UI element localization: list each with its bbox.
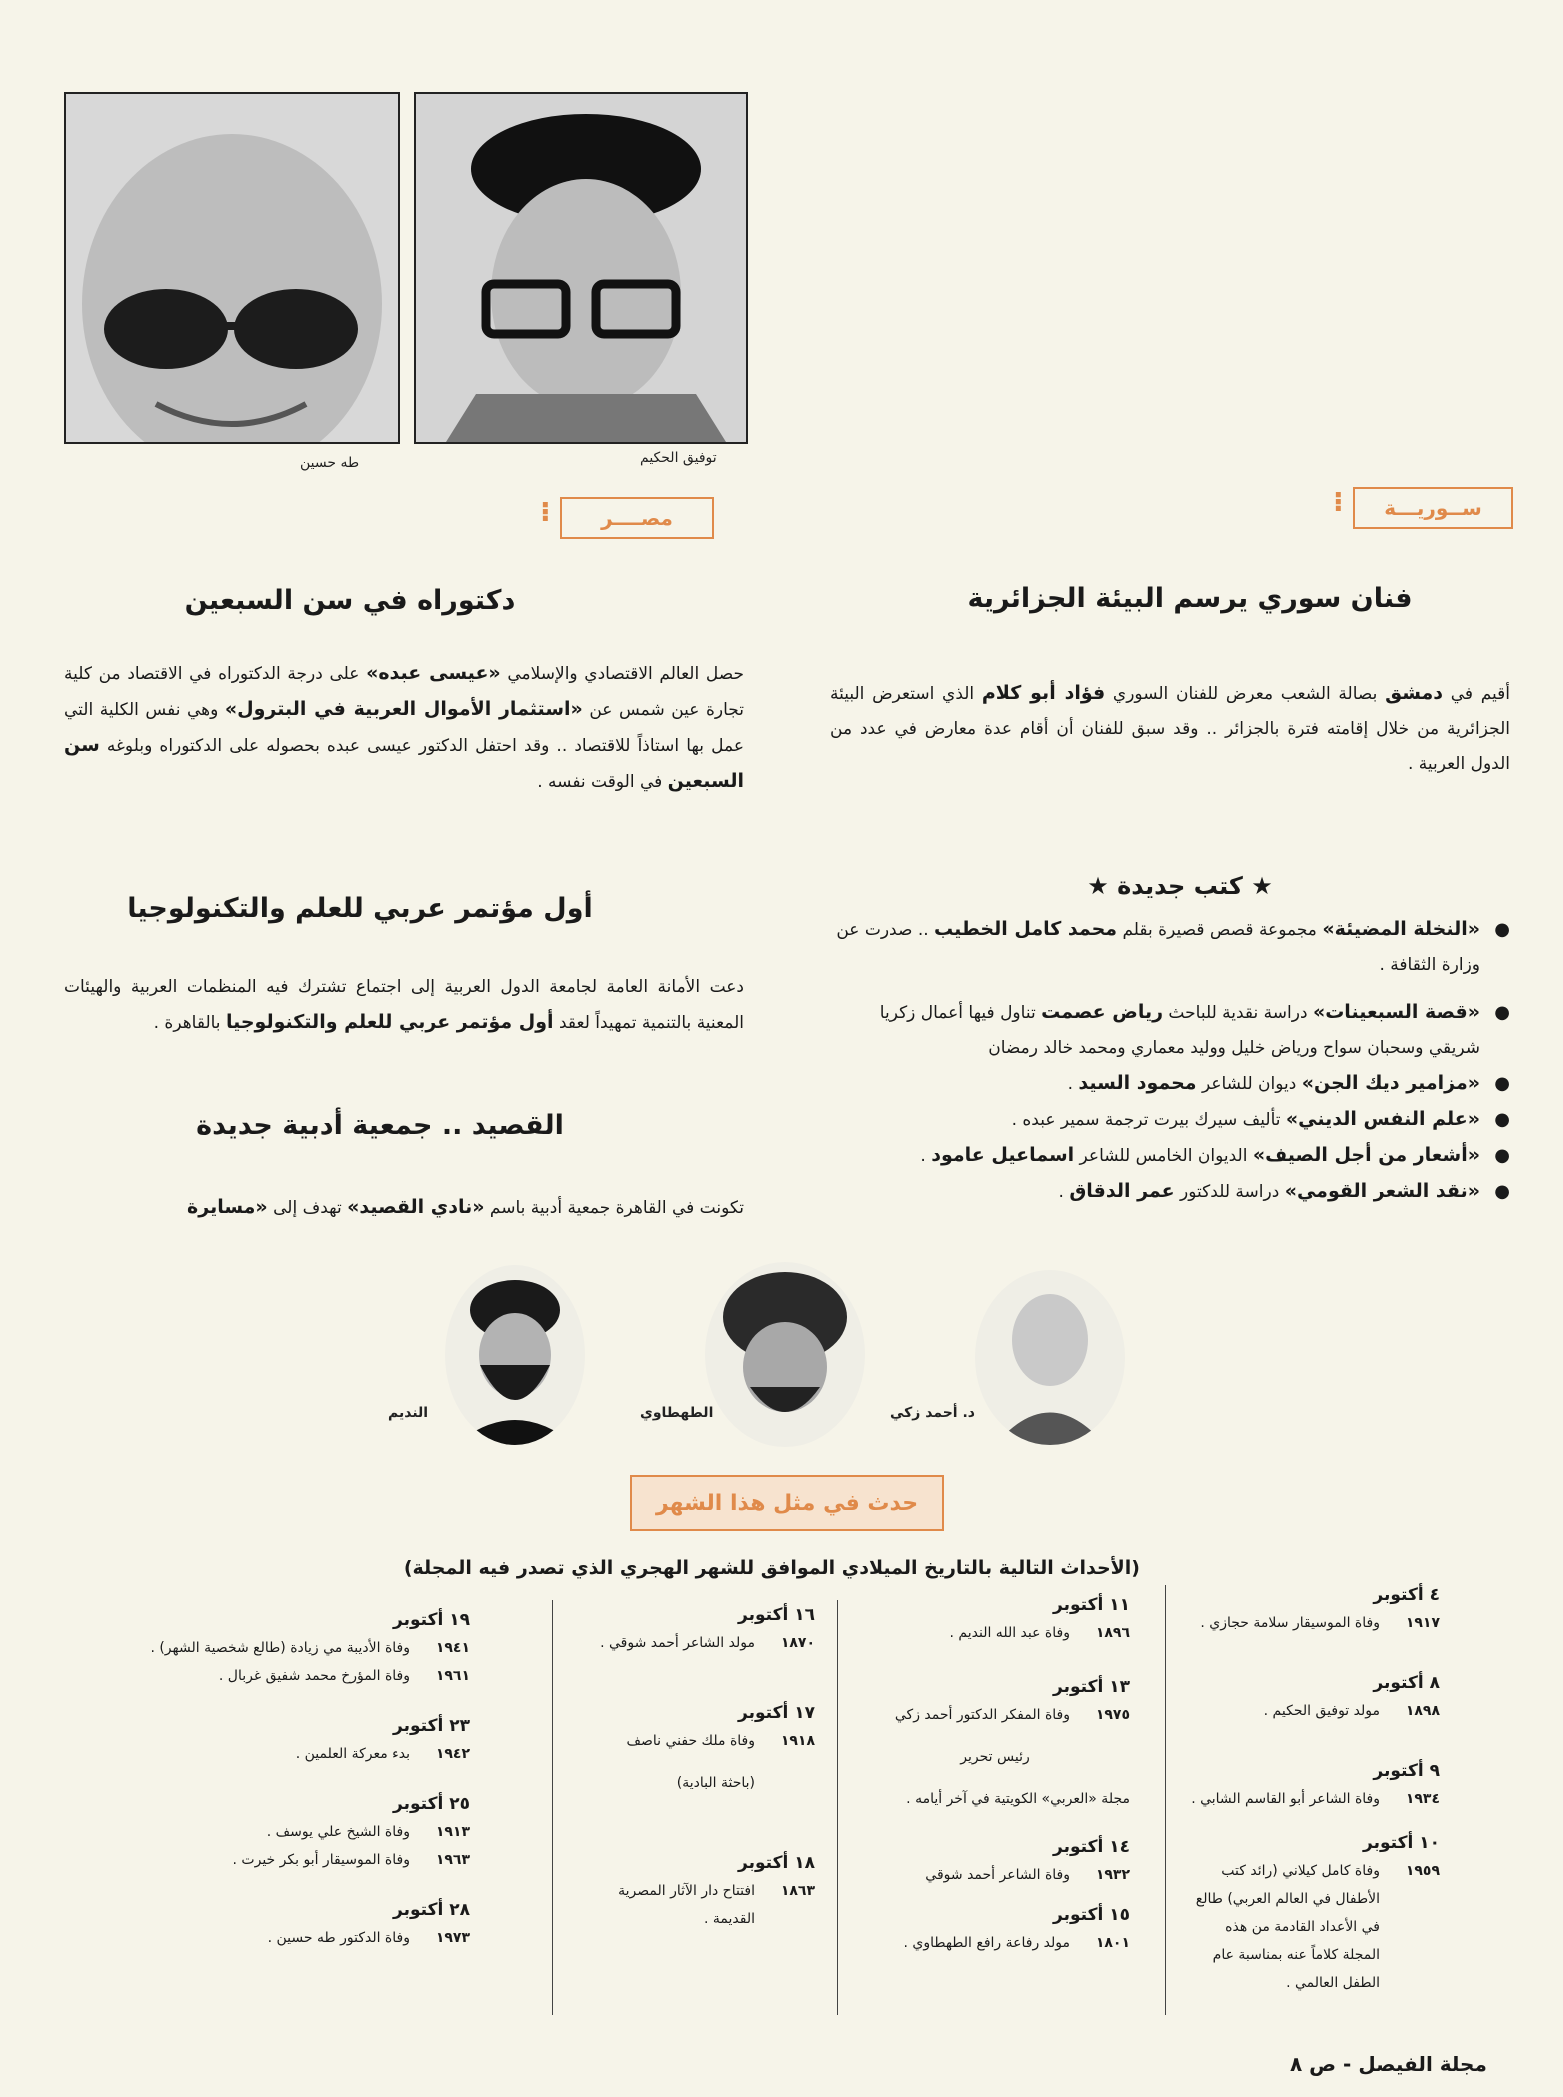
event-year: ١٩٦١	[435, 1668, 470, 1684]
event-text: وفاة الشيخ علي يوسف .	[266, 1824, 410, 1840]
portrait-ahmad-zaki	[975, 1270, 1125, 1445]
events-column-4	[100, 1610, 470, 1952]
text: تناول فيها أعمال زكريا شريقي وسحبان سواح ورياض خليل ووليد معماري ومحمد خالد رمضان	[879, 1003, 1480, 1058]
event-date: ٢٣ أكتوبر	[393, 1716, 470, 1736]
photo-tawfiq-al-hakim	[414, 92, 748, 444]
caption-nadim: النديم	[388, 1405, 429, 1421]
event-year: ١٨٩٨	[1405, 1703, 1440, 1719]
text: تأليف سيرك بيرت ترجمة سمير عبده .	[1011, 1110, 1286, 1130]
event-row	[100, 1818, 470, 1846]
event-text: وفاة المؤرخ محمد شفيق غربال .	[218, 1668, 410, 1684]
book-author: عمر الدقاق	[1069, 1180, 1175, 1202]
events-column-1	[1190, 1585, 1440, 1997]
event-text: وفاة الشاعر أحمد شوقي	[925, 1867, 1070, 1883]
text-bold: «عيسى عبده»	[366, 662, 501, 684]
event-date: ١٦ أكتوبر	[738, 1605, 815, 1625]
event-date: ١٧ أكتوبر	[738, 1703, 815, 1723]
event-year: ١٩٦٣	[435, 1852, 470, 1868]
egypt-paragraph-conference	[64, 970, 744, 1041]
events-column-2	[860, 1595, 1130, 1957]
event-year: ١٨٧٠	[780, 1635, 815, 1651]
event-row	[575, 1629, 815, 1657]
text: الذي استعرض البيئة الجزائرية من خلال إقامته فترة بالجزائر .. وقد سبق للفنان أن أقام عدة معارض في عدد من الدول العربية .	[830, 684, 1510, 774]
event-row	[100, 1740, 470, 1768]
caption-tawfiq-al-hakim: توفيق الحكيم	[640, 450, 717, 466]
event-text: افتتاح دار الآثار المصرية القديمة .	[618, 1883, 755, 1927]
event-text: بدء معركة العلمين .	[295, 1746, 410, 1762]
text: الديوان الخامس للشاعر	[1074, 1146, 1253, 1166]
event-text: وفاة كامل كيلاني (رائد كتب الأطفال في العالم العربي) طالع في الأعداد القادمة من هذه المجلة كلاماً عنه بمناسبة عام الطفل العالمي .	[1195, 1863, 1380, 1991]
text: تهدف إلى	[267, 1198, 348, 1218]
event-year: ١٩٧٣	[435, 1930, 470, 1946]
text-bold: أول مؤتمر عربي للعلم والتكنولوجيا	[225, 1011, 554, 1033]
event-text: مولد رفاعة رافع الطهطاوي .	[903, 1935, 1070, 1951]
section-label-syria: ســوريـــة	[1353, 487, 1513, 529]
caption-tahtawi: الطهطاوي	[640, 1405, 714, 1421]
text: تكونت في القاهرة جمعية أدبية باسم	[484, 1198, 744, 1218]
event-date: ٨ أكتوبر	[1373, 1673, 1440, 1693]
event-year: ١٩١٨	[780, 1733, 815, 1749]
new-books-title: ★ كتب جديدة ★	[1087, 872, 1273, 900]
section-marker-egypt: ⁝	[540, 495, 551, 528]
text-bold: دمشق	[1385, 682, 1444, 704]
event-row	[100, 1634, 470, 1662]
column-divider	[1165, 1585, 1166, 2015]
book-author: اسماعيل عامود	[931, 1144, 1075, 1166]
book-author: محمد كامل الخطيب	[934, 918, 1118, 940]
portrait-tahtawi	[705, 1262, 865, 1447]
event-date: ٩ أكتوبر	[1373, 1761, 1440, 1781]
portrait-image	[66, 94, 398, 442]
egypt-paragraph-qasid	[64, 1190, 744, 1226]
text-bold: فؤاد أبو كلام	[981, 682, 1106, 704]
text-bold: «مسايرة	[187, 1196, 268, 1218]
text: ديوان للشاعر	[1196, 1074, 1302, 1094]
text: .. صدرت عن وزارة الثقافة .	[836, 920, 1480, 975]
text: .	[1067, 1074, 1079, 1094]
book-title: «مزامير ديك الجن»	[1301, 1072, 1480, 1094]
syria-paragraph-artist	[830, 676, 1510, 782]
book-item	[830, 1174, 1510, 1210]
event-text: مولد توفيق الحكيم .	[1263, 1703, 1380, 1719]
caption-ahmad-zaki: د. أحمد زكي	[890, 1405, 975, 1421]
book-item	[830, 1102, 1510, 1138]
event-row	[575, 1877, 815, 1933]
section-label-egypt: مصــــر	[560, 497, 714, 539]
event-year: ١٩٣٤	[1405, 1791, 1440, 1807]
event-date: ٢٨ أكتوبر	[393, 1900, 470, 1920]
event-year: ١٩٧٥	[1095, 1707, 1130, 1723]
photo-taha-hussein	[64, 92, 400, 444]
text: دراسة نقدية للباحث	[1163, 1003, 1313, 1023]
book-item	[830, 1138, 1510, 1174]
event-year: ١٨٦٣	[780, 1883, 815, 1899]
caption-taha-hussein: طه حسين	[300, 455, 360, 471]
event-date: ١٨ أكتوبر	[738, 1853, 815, 1873]
portrait-nadim	[445, 1265, 585, 1445]
event-note: مجلة «العربي» الكويتية في آخر أيامه .	[906, 1791, 1130, 1807]
event-text: وفاة عبد الله النديم .	[949, 1625, 1070, 1641]
text: بالقاهرة .	[153, 1013, 226, 1033]
book-title: «علم النفس الديني»	[1285, 1108, 1480, 1130]
event-date: ١٠ أكتوبر	[1363, 1833, 1440, 1853]
event-row	[860, 1701, 1130, 1729]
text: .	[920, 1146, 932, 1166]
syria-headline-artist: فنان سوري يرسم البيئة الجزائرية	[967, 583, 1413, 614]
text: .	[1058, 1182, 1070, 1202]
book-author: محمود السيد	[1078, 1072, 1197, 1094]
new-books-list	[830, 912, 1510, 1210]
book-title: «قصة السبعينات»	[1312, 1001, 1480, 1023]
event-text: وفاة المفكر الدكتور أحمد زكي	[894, 1707, 1070, 1723]
text-bold: «استثمار الأموال العربية في البترول»	[224, 698, 583, 720]
text: وهي نفس الكلية التي عمل بها استاذاً للاقتصاد .. وقد احتفل الدكتور عيسى عبده بحصوله على الدكتوراه وبلوغه	[64, 700, 744, 756]
event-date: ١٣ أكتوبر	[1053, 1677, 1130, 1697]
portrait-image	[445, 1265, 585, 1445]
event-date: ٢٥ أكتوبر	[393, 1794, 470, 1814]
column-divider	[552, 1600, 553, 2015]
page-footer: مجلة الفيصل - ص ٨	[1290, 2052, 1487, 2076]
book-title: «نقد الشعر القومي»	[1284, 1180, 1480, 1202]
book-item	[830, 995, 1510, 1066]
event-text: وفاة الموسيقار أبو بكر خيرت .	[232, 1852, 410, 1868]
egypt-headline-conference: أول مؤتمر عربي للعلم والتكنولوجيا	[127, 893, 593, 924]
event-year: ١٨٠١	[1095, 1935, 1130, 1951]
event-year: ١٩٥٩	[1405, 1863, 1440, 1879]
event-note: (باحثة البادية)	[676, 1775, 755, 1791]
text: مجموعة قصص قصيرة بقلم	[1117, 920, 1323, 940]
event-text: وفاة الأديبة مي زيادة (طالع شخصية الشهر) .	[150, 1640, 410, 1656]
column-divider	[837, 1600, 838, 2015]
text: دعت الأمانة العامة لجامعة الدول العربية إلى اجتماع تشترك فيه المنظمات العربية والهيئات المعنية بالتنمية تمهيداً لعقد	[64, 977, 744, 1033]
text: أقيم في	[1443, 684, 1511, 704]
event-year: ١٩٤٢	[435, 1746, 470, 1762]
event-row	[100, 1924, 470, 1952]
text-bold: سن السبعين	[64, 734, 744, 792]
event-row	[1190, 1857, 1440, 1997]
event-note: رئيس تحرير	[960, 1749, 1030, 1765]
portrait-image	[705, 1262, 865, 1447]
section-marker-syria: ⁝	[1333, 485, 1344, 518]
text: على درجة الدكتوراه في الاقتصاد من كلية تجارة عين شمس عن	[64, 664, 744, 720]
portrait-image	[975, 1270, 1125, 1445]
event-date: ١١ أكتوبر	[1053, 1595, 1130, 1615]
event-date: ٤ أكتوبر	[1373, 1585, 1440, 1605]
event-text: وفاة الشاعر أبو القاسم الشابي .	[1191, 1791, 1380, 1807]
event-row	[575, 1727, 815, 1755]
event-row	[1190, 1609, 1440, 1637]
text: في الوقت نفسه .	[537, 772, 668, 792]
event-date: ١٩ أكتوبر	[393, 1610, 470, 1630]
event-year: ١٩١٧	[1405, 1615, 1440, 1631]
event-row	[860, 1929, 1130, 1957]
event-row	[860, 1619, 1130, 1647]
text-bold: «نادي القصيد»	[347, 1196, 485, 1218]
event-year: ١٩٤١	[435, 1640, 470, 1656]
text: بصالة الشعب معرض للفنان السوري	[1105, 684, 1386, 704]
text: دراسة للدكتور	[1174, 1182, 1285, 1202]
this-month-intro: (الأحداث التالية بالتاريخ الميلادي الموافق للشهر الهجري الذي تصدر فيه المجلة)	[403, 1557, 1140, 1579]
egypt-headline-qasid: القصيد .. جمعية أدبية جديدة	[196, 1110, 564, 1141]
event-text: وفاة ملك حفني ناصف	[626, 1733, 755, 1749]
event-year: ١٨٩٦	[1095, 1625, 1130, 1641]
event-text: مولد الشاعر أحمد شوقي .	[600, 1635, 755, 1651]
event-row	[860, 1861, 1130, 1889]
event-year: ١٩٣٢	[1095, 1867, 1130, 1883]
event-date: ١٤ أكتوبر	[1053, 1837, 1130, 1857]
event-row	[1190, 1697, 1440, 1725]
book-title: «النخلة المضيئة»	[1322, 918, 1480, 940]
event-text: وفاة الموسيقار سلامة حجازي .	[1200, 1615, 1380, 1631]
book-author: رياض عصمت	[1041, 1001, 1164, 1023]
book-item	[830, 912, 1510, 983]
book-title: «أشعار من أجل الصيف»	[1252, 1144, 1480, 1166]
this-month-banner: حدث في مثل هذا الشهر	[630, 1475, 944, 1531]
events-column-3	[575, 1605, 815, 1933]
event-text: وفاة الدكتور طه حسين .	[267, 1930, 410, 1946]
egypt-headline-doctorate: دكتوراه في سن السبعين	[184, 585, 516, 616]
book-item	[830, 1066, 1510, 1102]
egypt-paragraph-doctorate	[64, 656, 744, 800]
event-row	[100, 1662, 470, 1690]
text: حصل العالم الاقتصادي والإسلامي	[500, 664, 744, 684]
portrait-image	[416, 94, 746, 442]
event-row	[1190, 1785, 1440, 1813]
event-date: ١٥ أكتوبر	[1053, 1905, 1130, 1925]
event-row	[100, 1846, 470, 1874]
event-year: ١٩١٣	[435, 1824, 470, 1840]
